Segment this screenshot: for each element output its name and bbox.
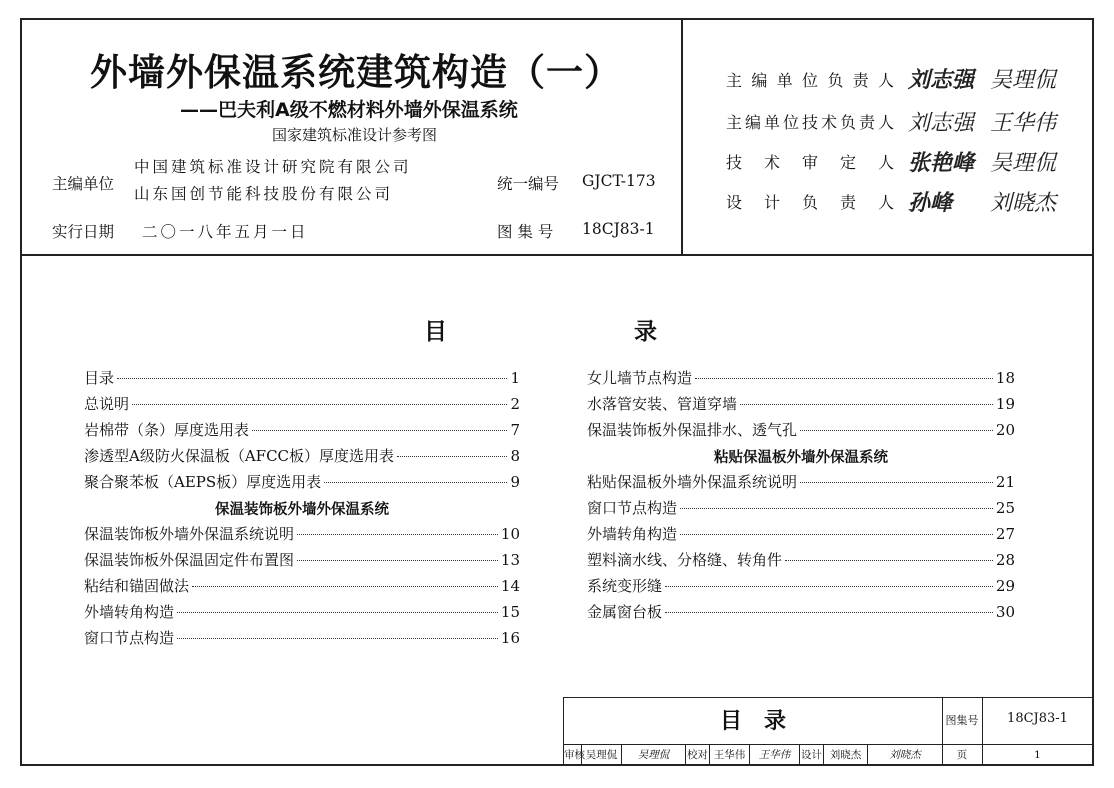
toc-entry[interactable]: [587, 497, 1015, 523]
atlas-title: 外墙外保温系统建筑构造（一）: [90, 51, 622, 94]
toc-entry-page: 15: [500, 603, 520, 621]
toc-entry-page: 13: [500, 551, 520, 569]
signature-1a: 刘志强: [908, 67, 975, 93]
tb-review-label: 审核: [564, 745, 582, 765]
header-divider: [20, 254, 1094, 256]
toc-leader-dots: [397, 456, 507, 457]
toc-entry[interactable]: [587, 549, 1015, 575]
tb-designer-signature: [868, 745, 942, 765]
toc-entry-title: 窗口节点构造: [84, 629, 175, 647]
toc-leader-dots: [132, 404, 507, 405]
tb-atlas-no-label: 图集号: [945, 714, 979, 727]
reference-type: 国家建筑标准设计参考图: [272, 126, 438, 144]
atlas-no-label: 图 集 号: [497, 223, 554, 241]
toc-leader-dots: [800, 482, 993, 483]
toc-leader-dots: [177, 612, 498, 613]
tb-check-label: 校对: [686, 745, 710, 765]
toc-entry-title: 窗口节点构造: [587, 499, 678, 517]
toc-leader-dots: [177, 638, 498, 639]
effective-date: 二〇一八年五月一日: [142, 223, 309, 241]
toc-entry-page: 10: [500, 525, 520, 543]
toc-entry-page: 1: [510, 369, 520, 387]
title-block: [563, 697, 1094, 766]
unified-code: GJCT-173: [582, 172, 656, 190]
tb-checker: 王华伟: [710, 745, 750, 765]
toc-entry[interactable]: [587, 367, 1015, 393]
toc-leader-dots: [665, 612, 993, 613]
toc-entry[interactable]: [84, 471, 520, 497]
toc-entry[interactable]: [587, 601, 1015, 627]
signature-1b: 吴理侃: [990, 68, 1057, 93]
tb-page: 1: [1034, 749, 1041, 761]
toc-entry-page: 9: [510, 473, 520, 491]
toc-entry[interactable]: [84, 523, 520, 549]
toc-entry-title: 岩棉带（条）厚度选用表: [84, 421, 250, 439]
toc-entry-title: 保温装饰板外保温固定件布置图: [84, 551, 295, 569]
toc-leader-dots: [680, 508, 993, 509]
toc-entry-title: 金属窗台板: [587, 603, 663, 621]
toc-entry-title: 粘贴保温板外墙外保温系统说明: [587, 473, 798, 491]
toc-leader-dots: [252, 430, 507, 431]
tb-designer: 刘晓杰: [824, 745, 868, 765]
responsible-role-4: 设计负责人: [726, 193, 894, 212]
toc-entry-title: 聚合聚苯板（AEPS板）厚度选用表: [84, 473, 322, 491]
toc-entry-title: 外墙转角构造: [84, 603, 175, 621]
editor-label: 主编单位: [52, 175, 115, 193]
toc-entry-title: 女儿墙节点构造: [587, 369, 693, 387]
atlas-no: 18CJ83-1: [582, 220, 655, 238]
toc-entry[interactable]: [84, 575, 520, 601]
toc-entry-page: 16: [500, 629, 520, 647]
toc-entry-page: 21: [995, 473, 1015, 491]
toc-entry-title: 保温装饰板外墙外保温系统说明: [84, 525, 295, 543]
toc-leader-dots: [785, 560, 993, 561]
toc-leader-dots: [740, 404, 993, 405]
toc-entry-page: 7: [510, 421, 520, 439]
toc-leader-dots: [665, 586, 993, 587]
toc-entry-page: 27: [995, 525, 1015, 543]
toc-entry-title: 保温装饰板外保温排水、透气孔: [587, 421, 798, 439]
toc-leader-dots: [192, 586, 498, 587]
toc-entry[interactable]: [84, 419, 520, 445]
toc-entry-page: 19: [995, 395, 1015, 413]
toc-right-column: [587, 367, 1015, 627]
toc-entry[interactable]: [84, 627, 520, 653]
toc-entry[interactable]: [587, 419, 1015, 445]
tb-reviewer: 吴理侃: [582, 745, 622, 765]
tb-designer-sign: 刘晓杰: [889, 749, 921, 761]
signature-2b: 王华伟: [990, 111, 1057, 136]
signature-2a: 刘志强: [908, 111, 975, 136]
toc-entry-page: 18: [995, 369, 1015, 387]
toc-entry[interactable]: [587, 393, 1015, 419]
toc-entry-page: 14: [500, 577, 520, 595]
toc-entry-title: 塑料滴水线、分格缝、转角件: [587, 551, 783, 569]
toc-entry-title: 总说明: [84, 395, 130, 413]
tb-reviewer-signature: [622, 745, 686, 765]
toc-entry-title: 目录: [84, 369, 115, 387]
tb-design-label: 设计: [800, 745, 824, 765]
toc-entry-page: 8: [510, 447, 520, 465]
toc-entry[interactable]: [84, 367, 520, 393]
toc-leader-dots: [297, 560, 498, 561]
editor-1: 中国建筑标准设计研究院有限公司: [134, 158, 412, 176]
toc-leader-dots: [324, 482, 507, 483]
toc-entry-page: 29: [995, 577, 1015, 595]
signature-3b: 吴理侃: [990, 151, 1057, 176]
tb-checker-sign: 王华伟: [758, 749, 791, 761]
toc-entry-page: 20: [995, 421, 1015, 439]
toc-leader-dots: [117, 378, 507, 379]
toc-leader-dots: [800, 430, 993, 431]
toc-entry-page: 28: [995, 551, 1015, 569]
toc-entry-title: 外墙转角构造: [587, 525, 678, 543]
responsible-role-3: 技术审定人: [726, 153, 894, 172]
toc-section-heading: 粘贴保温板外墙外保温系统: [714, 450, 888, 466]
tb-reviewer-sign: 吴理侃: [637, 749, 670, 761]
toc-entry[interactable]: [84, 393, 520, 419]
editor-2: 山东国创节能科技股份有限公司: [134, 185, 394, 203]
toc-entry[interactable]: [84, 601, 520, 627]
drawing-title: 目 录: [719, 709, 786, 734]
responsible-role-2: 主编单位技术负责人: [726, 113, 894, 132]
toc-entry-title: 系统变形缝: [587, 577, 663, 595]
toc-heading-right: 录: [634, 319, 657, 345]
effective-date-label: 实行日期: [52, 223, 115, 241]
toc-entry-title: 水落管安装、管道穿墙: [587, 395, 738, 413]
tb-page-label: 页: [956, 749, 968, 761]
toc-entry-title: 渗透型A级防火保温板（AFCC板）厚度选用表: [84, 447, 395, 465]
toc-entry-page: 2: [510, 395, 520, 413]
header-vertical-divider: [681, 18, 683, 255]
signature-3a: 张艳峰: [908, 150, 975, 176]
signature-4b: 刘晓杰: [990, 191, 1057, 216]
toc-leader-dots: [680, 534, 993, 535]
toc-entry[interactable]: [84, 549, 520, 575]
toc-entry[interactable]: [587, 471, 1015, 497]
unified-code-label: 统一编号: [497, 175, 560, 193]
toc-entry[interactable]: [587, 523, 1015, 549]
atlas-subtitle: ——巴夫利A级不燃材料外墙外保温系统: [180, 99, 518, 121]
tb-checker-signature: [750, 745, 800, 765]
toc-left-column: [84, 367, 520, 653]
signature-4a: 孙峰: [908, 190, 953, 216]
responsible-role-1: 主编单位负责人: [726, 71, 894, 90]
toc-entry[interactable]: [587, 575, 1015, 601]
toc-entry-title: 粘结和锚固做法: [84, 577, 190, 595]
toc-entry-page: 25: [995, 499, 1015, 517]
toc-entry-page: 30: [995, 603, 1015, 621]
toc-heading-left: 目: [424, 319, 447, 345]
toc-leader-dots: [695, 378, 993, 379]
toc-entry[interactable]: [84, 445, 520, 471]
toc-section-heading: 保温装饰板外墙外保温系统: [215, 502, 389, 518]
toc-leader-dots: [297, 534, 498, 535]
tb-atlas-no: 18CJ83-1: [1007, 711, 1068, 726]
